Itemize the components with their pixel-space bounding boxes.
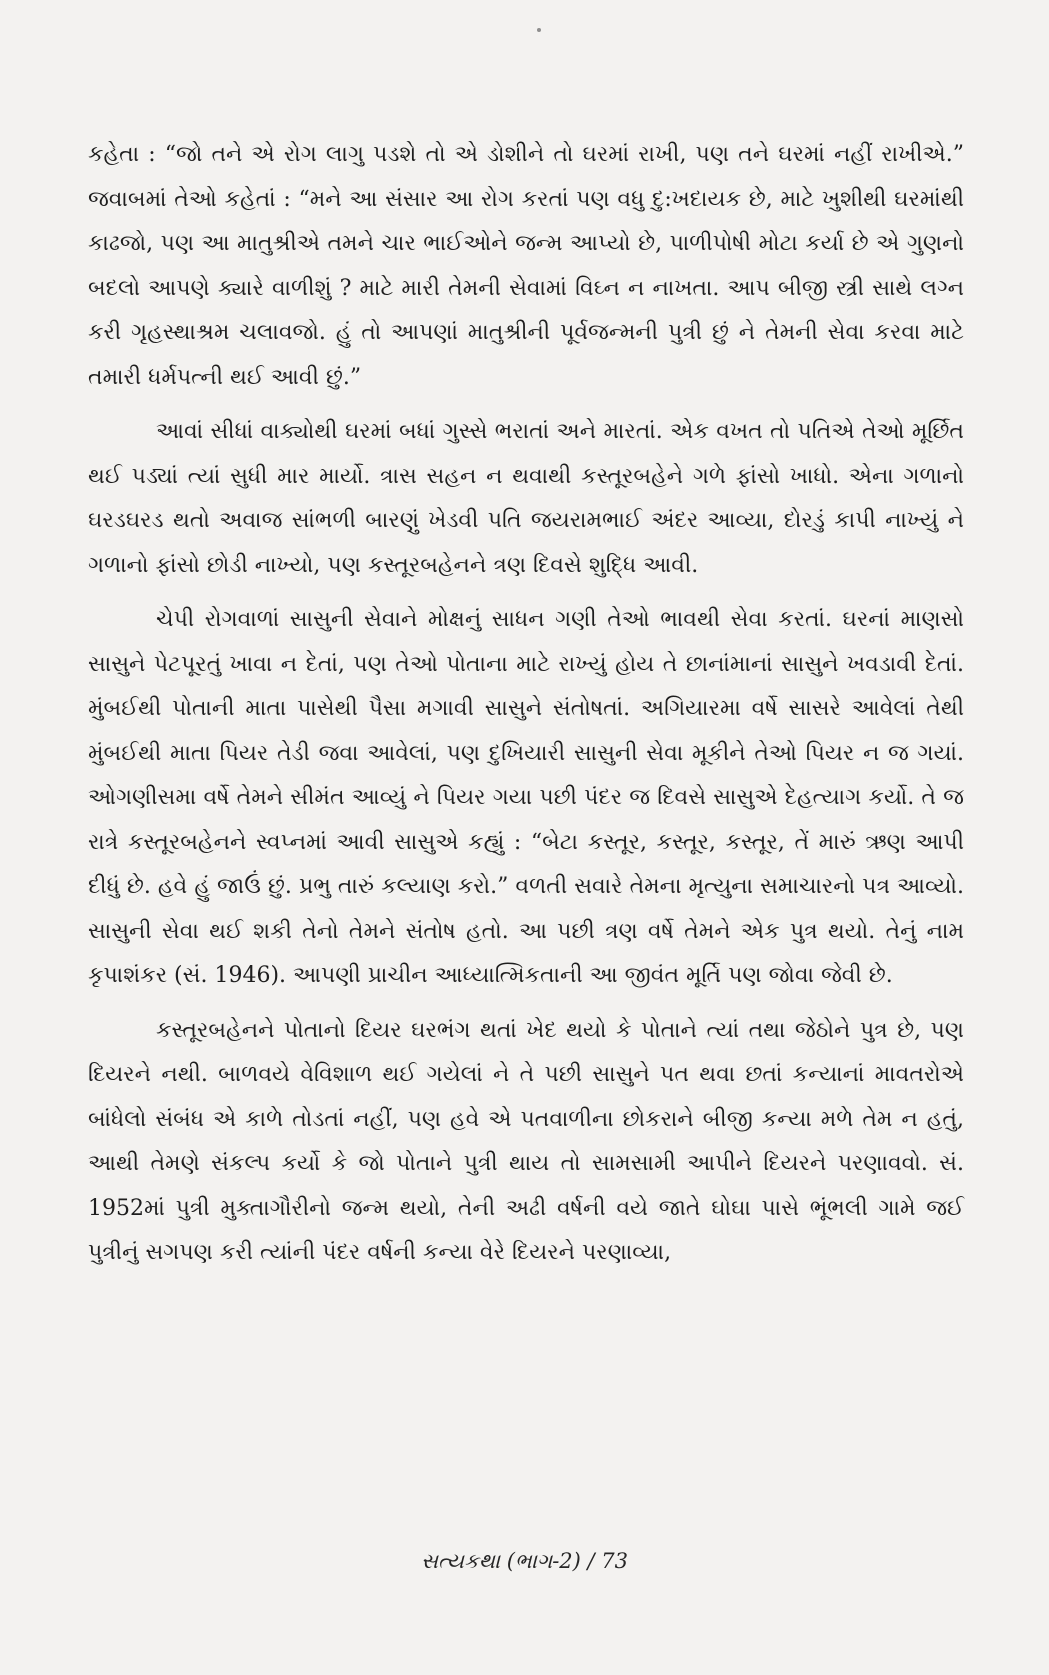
paragraph-3: ચેપી રોગવાળાં સાસુની સેવાને મોક્ષનું સાધન ગણી તેઓ ભાવથી સેવા કરતાં. ઘરનાં માણસો સાસુને પેટપૂરતું ખાવા ન દેતાં, પણ તેઓ પોતાના માટે રાખ્યું હોય તે છાનાંમાનાં સાસુને ખવડાવી દેતાં. મુંબઈથી પોતાની માતા પાસેથી પૈસા મગાવી સાસુને સંતોષતાં. અગિયારમા વર્ષે સાસરે આવેલાં તેથી મુંબઈથી માતા પિયર તેડી જવા આવેલાં, પણ દુખિયારી સાસુની સેવા મૂકીને તેઓ પિયર ન જ ગયાં. ઓગણીસમા વર્ષે તેમને સીમંત આવ્યું ને પિયર ગયા પછી પંદર જ દિવસે સાસુએ દેહત્યાગ કર્યો. તે જ રાત્રે કસ્તૂરબહેનને સ્વપ્નમાં આવી સાસુએ કહ્યું : “બેટા કસ્તૂર, કસ્તૂર, કસ્તૂર, તેં મારું ઋણ આપી દીધું છે. હવે હું જાઉં છું. પ્રભુ તારું કલ્યાણ કરો.” વળતી સવારે તેમના મૃત્યુના સમાચારનો પત્ર આવ્યો. સાસુની સેવા થઈ શકી તેનો તેમને સંતોષ હતો. આ પછી ત્રણ વર્ષે તેમને એક પુત્ર થયો. તેનું નામ કૃપાશંકર (સં. 1946). આપણી પ્રાચીન આધ્યાત્મિકતાની આ જીવંત મૂર્તિ પણ જોવા જેવી છે. [88, 607, 964, 988]
page-footer: સત્યકથા (ભાગ-2) / 73 [420, 1549, 628, 1573]
paragraph-4: કસ્તૂરબહેનને પોતાનો દિયર ઘરભંગ થતાં ખેદ થયો કે પોતાને ત્યાં તથા જેઠોને પુત્ર છે, પણ દિયરને નથી. બાળવયે વેવિશાળ થઈ ગયેલાં ને તે પછી સાસુને પત થવા છતાં કન્યાનાં માવતરોએ બાંધેલો સંબંધ એ કાળે તોડતાં નહીં, પણ હવે એ પતવાળીના છોકરાને બીજી કન્યા મળે તેમ ન હતું, આથી તેમણે સંકલ્પ કર્યો કે જો પોતાને પુત્રી થાય તો સામસામી આપીને દિયરને પરણાવવો. સં. 1952માં પુત્રી મુક્તાગૌરીનો જન્મ થયો, તેની અઢી વર્ષની વયે જાતે ઘોઘા પાસે ભૂંભલી ગામે જઈ પુત્રીનું સગપણ કરી ત્યાંની પંદર વર્ષની કન્યા વેરે દિયરને પરણાવ્યા, [88, 1017, 964, 1265]
paragraph-2: આવાં સીધાં વાક્યોથી ઘરમાં બધાં ગુસ્સે ભરાતાં અને મારતાં. એક વખત તો પતિએ તેઓ મૂર્છિત થઈ પડ્યાં ત્યાં સુધી માર માર્યો. ત્રાસ સહન ન થવાથી કસ્તૂરબહેને ગળે ફાંસો ખાધો. એના ગળાનો ઘરડઘરડ થતો અવાજ સાંભળી બારણું ખેડવી પતિ જયરામભાઈ અંદર આવ્યા, દોરડું કાપી નાખ્યું ને ગળાનો ફાંસો છોડી નાખ્યો, પણ કસ્તૂરબહેનને ત્રણ દિવસે શુદ્ધિ આવી. [88, 419, 964, 578]
paragraph-1: કહેતા : “જો તને એ રોગ લાગુ પડશે તો એ ડોશીને તો ઘરમાં રાખી, પણ તને ઘરમાં નહીં રાખીએ.” જવાબમાં તેઓ કહેતાં : “મને આ સંસાર આ રોગ કરતાં પણ વધુ દુ:ખદાયક છે, માટે ખુશીથી ઘરમાંથી કાઢજો, પણ આ માતુશ્રીએ તમને ચાર ભાઈઓને જન્મ આપ્યો છે, પાળીપોષી મોટા કર્યા છે એ ગુણનો બદલો આપણે ક્યારે વાળીશું ? માટે મારી તેમની સેવામાં વિઘ્ન ન નાખતા. આપ બીજી સ્ત્રી સાથે લગ્ન કરી ગૃહસ્થાશ્રમ ચલાવજો. હું તો આપણાં માતુશ્રીની પૂર્વજન્મની પુત્રી છું ને તેમની સેવા કરવા માટે તમારી ધર્મપત્ની થઈ આવી છું.” [88, 142, 964, 390]
body-text [88, 133, 964, 1276]
scan-speck [537, 28, 541, 32]
